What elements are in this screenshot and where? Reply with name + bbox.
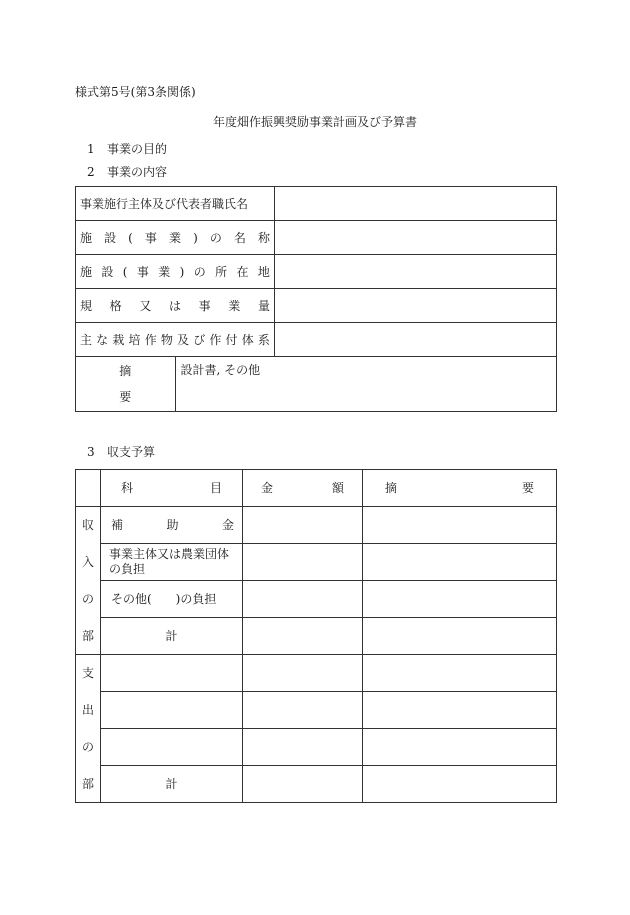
- label-char: 事業施行主体及び代表者職氏名: [80, 196, 249, 211]
- table-row: [76, 255, 557, 289]
- side-char: の: [81, 591, 94, 606]
- amount-cell[interactable]: [243, 692, 363, 729]
- value-cell-specification[interactable]: [275, 289, 557, 323]
- memo-cell[interactable]: [363, 581, 557, 618]
- header-char: 要: [521, 481, 534, 495]
- table-row: [76, 357, 557, 412]
- item-cell[interactable]: [101, 692, 243, 729]
- label-implementer: [76, 187, 275, 221]
- label-char: の: [209, 230, 222, 245]
- label-char: 栽: [112, 332, 125, 347]
- section-number: 2: [87, 165, 95, 179]
- label-char: 地: [257, 264, 270, 279]
- side-char: 支: [81, 666, 94, 681]
- label-char: 業: [168, 230, 181, 245]
- item-label: 事業主体又は農業団体の負担: [109, 547, 230, 576]
- table-row: [76, 187, 557, 221]
- item-char: 助: [166, 518, 179, 532]
- label-char: 称: [257, 230, 270, 245]
- memo-cell[interactable]: [363, 618, 557, 655]
- label-char: 付: [225, 332, 238, 347]
- header-corner-cell: [76, 470, 101, 507]
- label-text: [80, 230, 270, 246]
- label-char: (: [128, 230, 133, 245]
- table-row: [76, 221, 557, 255]
- memo-cell[interactable]: [363, 766, 557, 803]
- label-char: 在: [236, 264, 249, 279]
- table-row: [76, 544, 557, 581]
- item-self-burden: [101, 544, 243, 581]
- header-item: [101, 470, 243, 507]
- label-text: [80, 264, 270, 280]
- label-char: 作: [144, 332, 157, 347]
- summary-label-char: 要: [119, 390, 132, 404]
- expense-total-label: 計: [101, 766, 243, 803]
- memo-cell[interactable]: [363, 544, 557, 581]
- header-char: 額: [331, 481, 344, 495]
- value-cell-facility-location[interactable]: [275, 255, 557, 289]
- income-section-label: [76, 507, 101, 655]
- section-label: 事業の内容: [107, 165, 168, 179]
- table-row: [76, 289, 557, 323]
- label-char: の: [193, 264, 206, 279]
- label-char: 培: [128, 332, 141, 347]
- label-char: 物: [160, 332, 173, 347]
- label-char: 所: [215, 264, 228, 279]
- table-row: [76, 766, 557, 803]
- amount-cell[interactable]: [243, 618, 363, 655]
- table-row: [76, 692, 557, 729]
- label-char: 施: [80, 230, 93, 245]
- label-char: (: [122, 264, 128, 279]
- budget-table: [75, 469, 557, 803]
- label-char: 主: [80, 332, 93, 347]
- table-row: [76, 323, 557, 357]
- label-char: 体: [241, 332, 254, 347]
- table-row: [76, 507, 557, 544]
- label-specification: [76, 289, 275, 323]
- label-char: 事: [144, 230, 157, 245]
- summary-label: [76, 357, 176, 412]
- label-text: [80, 196, 270, 212]
- label-char: 規: [80, 298, 93, 313]
- side-char: 部: [81, 776, 94, 791]
- label-char: 名: [233, 230, 246, 245]
- value-cell-implementer[interactable]: [275, 187, 557, 221]
- document-title: 年度畑作振興奨励事業計画及び予算書: [212, 115, 417, 129]
- label-char: 設: [101, 264, 114, 279]
- amount-cell[interactable]: [243, 655, 363, 692]
- memo-cell[interactable]: [363, 655, 557, 692]
- amount-cell[interactable]: [243, 507, 363, 544]
- item-char: 金: [221, 518, 234, 532]
- memo-cell[interactable]: [363, 507, 557, 544]
- table-row: [76, 729, 557, 766]
- section-heading-budget: [87, 444, 155, 460]
- label-text: [80, 332, 270, 348]
- section-label: 事業の目的: [107, 142, 168, 156]
- item-char: 補: [111, 518, 124, 532]
- header-amount: [243, 470, 363, 507]
- label-facility-name: [76, 221, 275, 255]
- income-total-label: 計: [101, 618, 243, 655]
- label-char: 量: [257, 298, 270, 313]
- amount-cell[interactable]: [243, 729, 363, 766]
- label-char: な: [96, 332, 109, 347]
- header-char: 摘: [385, 481, 398, 495]
- side-char: 収: [81, 518, 94, 533]
- section-label: 収支予算: [107, 445, 156, 459]
- label-char: 事: [198, 298, 211, 313]
- form-number: 様式第5号(第3条関係): [75, 85, 196, 99]
- table-header-row: [76, 470, 557, 507]
- section-heading-purpose: [87, 141, 167, 157]
- item-other-burden: [101, 581, 243, 618]
- label-char: 及: [177, 332, 190, 347]
- item-cell[interactable]: [101, 655, 243, 692]
- side-char: 部: [81, 628, 94, 643]
- section-number: 3: [87, 445, 95, 459]
- label-char: 系: [257, 332, 270, 347]
- section-number: 1: [87, 142, 95, 156]
- label-text: [80, 298, 270, 314]
- label-char: 又: [139, 298, 152, 313]
- label-char: 業: [228, 298, 241, 313]
- label-char: び: [193, 332, 206, 347]
- amount-cell[interactable]: [243, 766, 363, 803]
- label-char: ): [179, 264, 185, 279]
- header-char: 目: [209, 481, 222, 495]
- label-char: 施: [80, 264, 93, 279]
- item-cell[interactable]: [101, 729, 243, 766]
- side-char: の: [81, 739, 94, 754]
- table-row: [76, 655, 557, 692]
- table-row: [76, 581, 557, 618]
- item-label: その他( )の負担: [111, 592, 217, 606]
- label-char: は: [168, 298, 181, 313]
- label-facility-location: [76, 255, 275, 289]
- header-char: 科: [121, 481, 134, 495]
- section-heading-content: [87, 164, 167, 180]
- label-crops: [76, 323, 275, 357]
- header-char: 金: [261, 481, 274, 495]
- label-char: ): [193, 230, 198, 245]
- summary-label-char: 摘: [119, 364, 132, 378]
- side-char: 出: [81, 703, 94, 718]
- memo-cell[interactable]: [363, 692, 557, 729]
- label-char: 格: [109, 298, 122, 313]
- label-char: 設: [104, 230, 117, 245]
- memo-cell[interactable]: [363, 729, 557, 766]
- item-subsidy: [101, 507, 243, 544]
- expense-section-label: [76, 655, 101, 803]
- side-char: 入: [81, 555, 94, 570]
- label-char: 事: [136, 264, 149, 279]
- header-memo: [363, 470, 557, 507]
- value-cell-crops[interactable]: [275, 323, 557, 357]
- amount-cell[interactable]: [243, 581, 363, 618]
- summary-value[interactable]: 設計書, その他: [175, 357, 557, 412]
- value-cell-facility-name[interactable]: [275, 221, 557, 255]
- label-char: 作: [209, 332, 222, 347]
- table-row: [76, 618, 557, 655]
- amount-cell[interactable]: [243, 544, 363, 581]
- label-char: 業: [158, 264, 171, 279]
- project-content-table: [75, 186, 557, 412]
